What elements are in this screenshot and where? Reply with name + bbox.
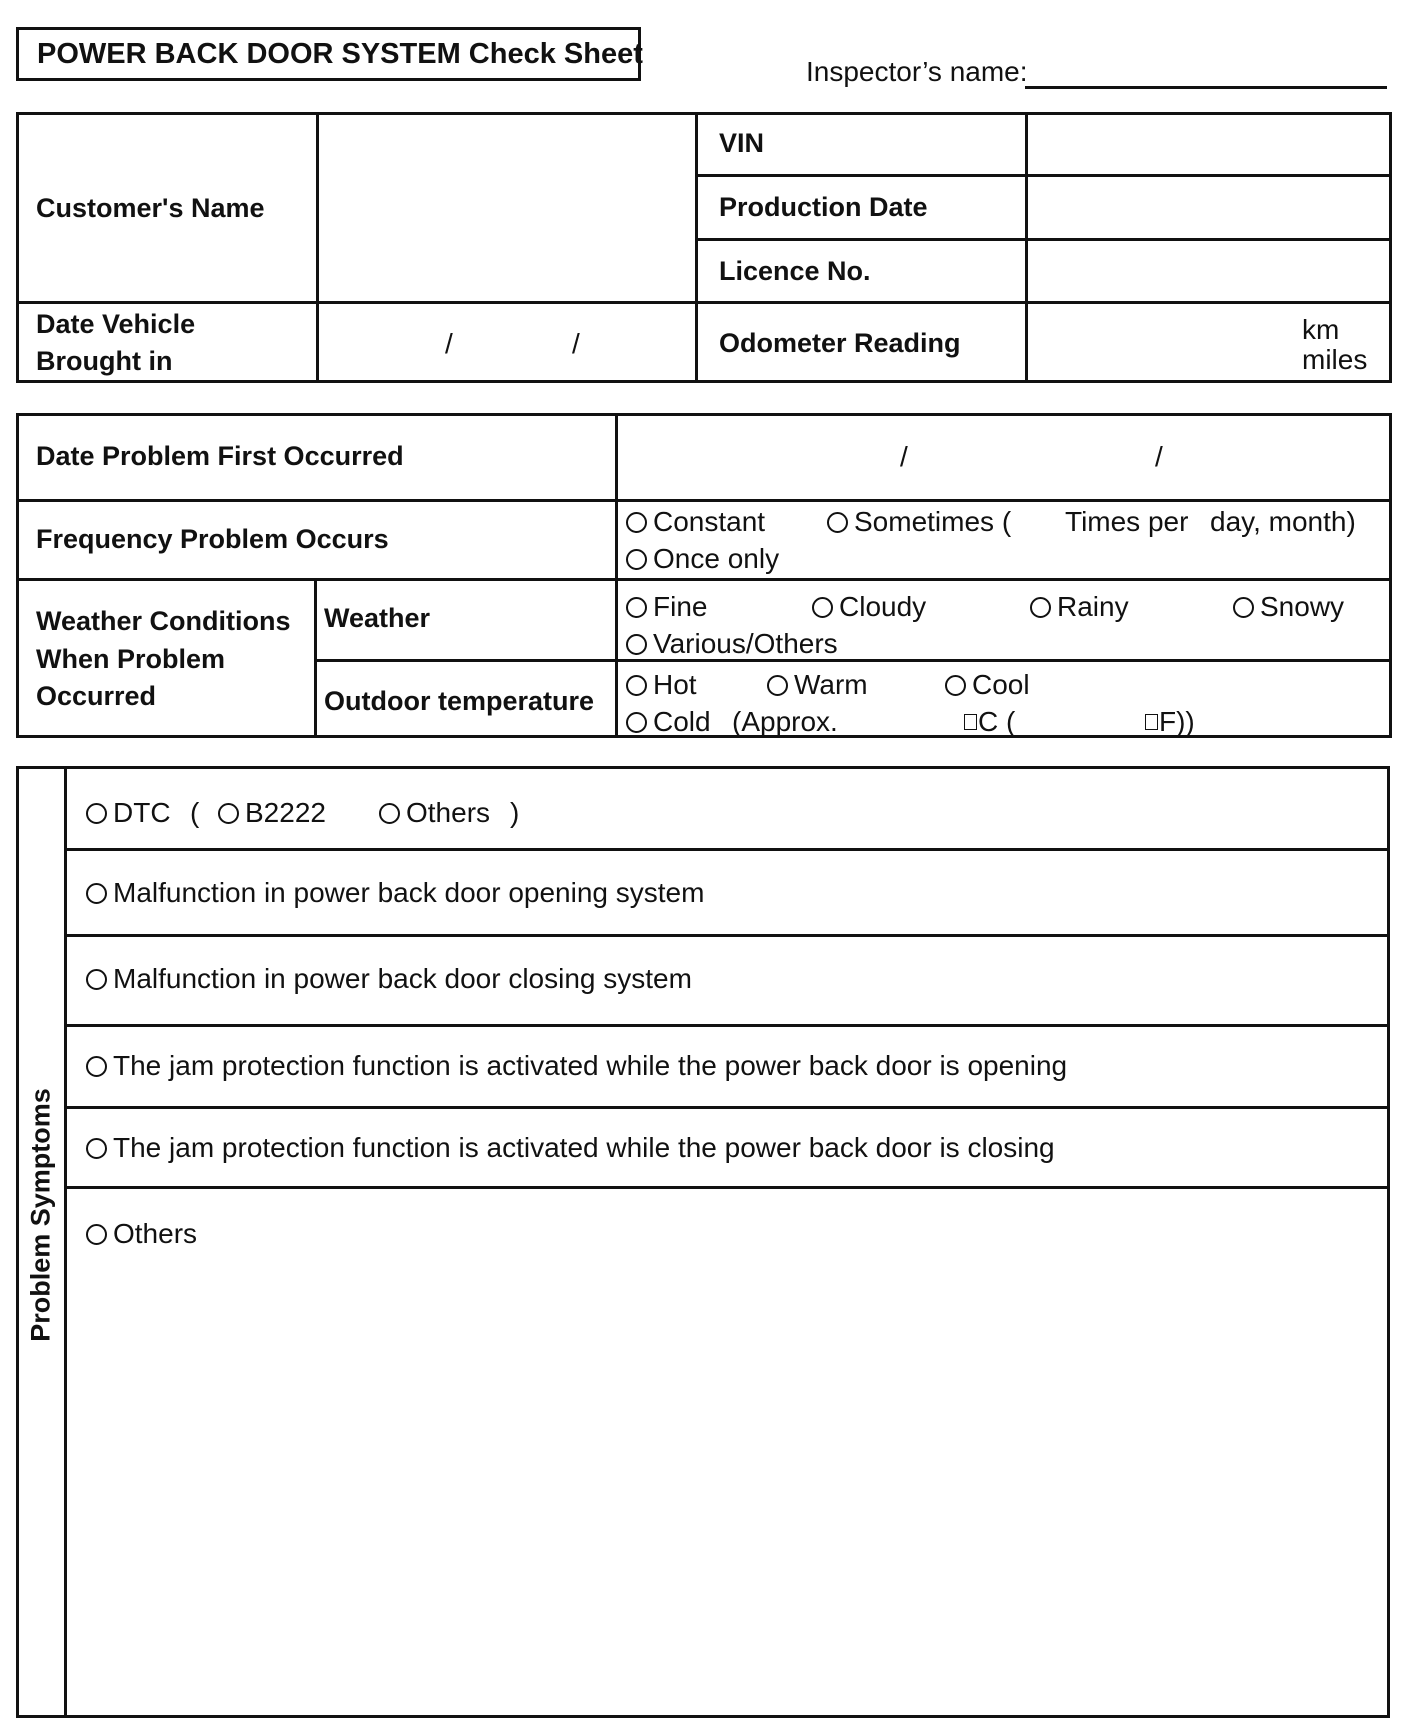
symptom-text: The jam protection function is activated while the power back door is opening: [113, 1050, 1068, 1081]
odometer-label: Odometer Reading: [719, 328, 961, 358]
weather-cloudy-option[interactable]: [812, 590, 926, 624]
divider: [16, 578, 1392, 581]
radio-icon: [626, 634, 647, 655]
date-brought-label-line2: Brought in: [36, 346, 173, 376]
freq-once-text: Once only: [653, 543, 780, 574]
divider: [314, 659, 1392, 662]
dtc-open-paren: (: [190, 797, 200, 828]
temp-celsius-field[interactable]: [964, 705, 1015, 739]
temp-hot-text: Hot: [653, 669, 697, 700]
divider: [695, 238, 1392, 241]
temp-fahrenheit-field[interactable]: [1145, 705, 1195, 739]
radio-icon: [626, 712, 647, 733]
weather-various-option[interactable]: [626, 627, 838, 661]
radio-icon: [626, 512, 647, 533]
freq-day-month: day, month): [1210, 506, 1356, 537]
odometer-field[interactable]: [1031, 307, 1291, 377]
radio-icon: [86, 1138, 107, 1159]
divider: [64, 1106, 1390, 1109]
divider: [314, 578, 317, 738]
weather-snowy-text: Snowy: [1260, 591, 1345, 622]
weather-conditions-label-1: Weather Conditions: [36, 606, 291, 636]
symptom-text: The jam protection function is activated while the power back door is closing: [113, 1132, 1055, 1163]
degree-box-icon: [1145, 714, 1158, 730]
radio-icon: [1233, 597, 1254, 618]
date-brought-field[interactable]: [322, 307, 690, 377]
dtc-b2222-text: B2222: [245, 797, 326, 828]
inspector-name-label: Inspector’s name:: [806, 56, 1028, 87]
freq-once-option[interactable]: [626, 542, 779, 576]
freq-constant-option[interactable]: [626, 505, 765, 539]
temp-cool-text: Cool: [972, 669, 1030, 700]
symptom-text: Malfunction in power back door closing system: [113, 963, 692, 994]
date-first-separator: /: [900, 441, 908, 472]
temp-celsius-text: C (: [978, 706, 1016, 737]
freq-constant-text: Constant: [653, 506, 766, 537]
radio-icon: [812, 597, 833, 618]
radio-icon: [218, 803, 239, 824]
radio-icon: [379, 803, 400, 824]
symptom-closing-malfunction-option[interactable]: [86, 962, 692, 996]
divider: [695, 112, 698, 383]
date-brought-label-line1: Date Vehicle: [36, 309, 196, 339]
radio-icon: [86, 1224, 107, 1245]
date-brought-separator: /: [572, 328, 580, 359]
odometer-unit-miles: miles: [1302, 344, 1368, 375]
radio-icon: [86, 803, 107, 824]
temp-cold-option[interactable]: [626, 705, 711, 739]
production-date-label: Production Date: [719, 192, 928, 222]
outdoor-temperature-label: Outdoor temperature: [324, 686, 595, 716]
degree-box-icon: [964, 714, 977, 730]
dtc-option[interactable]: [86, 796, 171, 830]
symptom-others-notes-area[interactable]: [70, 1262, 1384, 1712]
symptom-jam-opening-option[interactable]: [86, 1049, 1067, 1083]
dtc-close-paren: ): [510, 797, 520, 828]
temp-hot-option[interactable]: [626, 668, 697, 702]
freq-times-per: Times per: [1065, 506, 1189, 537]
vin-label: VIN: [719, 128, 765, 158]
divider: [16, 301, 1392, 304]
temp-warm-option[interactable]: [767, 668, 868, 702]
temp-warm-text: Warm: [794, 669, 868, 700]
date-first-occurred-field[interactable]: [621, 419, 1386, 495]
weather-fine-option[interactable]: [626, 590, 707, 624]
licence-field[interactable]: [1031, 244, 1386, 298]
customer-name-field[interactable]: [322, 118, 690, 296]
vin-field[interactable]: [1031, 118, 1386, 170]
date-first-occurred-label: Date Problem First Occurred: [36, 441, 404, 471]
weather-fine-text: Fine: [653, 591, 708, 622]
temp-fahrenheit-text: F)): [1159, 706, 1195, 737]
divider: [695, 174, 1392, 177]
freq-sometimes-text: Sometimes (: [854, 506, 1012, 537]
divider: [16, 499, 1392, 502]
divider: [64, 1024, 1390, 1027]
problem-symptoms-label: [18, 1080, 64, 1350]
weather-rainy-option[interactable]: [1030, 590, 1129, 624]
date-first-separator: /: [1155, 441, 1163, 472]
temp-cold-text: Cold: [653, 706, 711, 737]
weather-various-text: Various/Others: [653, 628, 838, 659]
symptom-text: Malfunction in power back door opening system: [113, 877, 705, 908]
licence-label: Licence No.: [719, 256, 871, 286]
radio-icon: [86, 1056, 107, 1077]
divider: [64, 848, 1390, 851]
date-brought-separator: /: [445, 328, 453, 359]
temp-approx-label: (Approx.: [732, 706, 838, 737]
radio-icon: [626, 675, 647, 696]
weather-conditions-label-3: Occurred: [36, 681, 157, 711]
radio-icon: [767, 675, 788, 696]
divider: [64, 1186, 1390, 1189]
symptom-jam-closing-option[interactable]: [86, 1131, 1055, 1165]
divider: [64, 934, 1390, 937]
radio-icon: [626, 549, 647, 570]
dtc-others-text: Others: [406, 797, 491, 828]
problem-symptoms-text: Problem Symptoms: [25, 1088, 56, 1342]
divider: [316, 112, 319, 383]
customer-name-label: Customer's Name: [36, 193, 265, 223]
temp-cool-option[interactable]: [945, 668, 1030, 702]
radio-icon: [827, 512, 848, 533]
symptom-text: Others: [113, 1218, 198, 1249]
radio-icon: [945, 675, 966, 696]
divider: [64, 766, 67, 1718]
radio-icon: [626, 597, 647, 618]
divider: [615, 413, 618, 738]
weather-rainy-text: Rainy: [1057, 591, 1129, 622]
weather-label: Weather: [324, 603, 431, 633]
divider: [1025, 112, 1028, 383]
dtc-b2222-option[interactable]: [218, 796, 326, 830]
inspector-name-field[interactable]: [1025, 86, 1387, 89]
freq-sometimes-option[interactable]: [827, 505, 1011, 539]
radio-icon: [86, 969, 107, 990]
production-date-field[interactable]: [1031, 180, 1386, 234]
weather-snowy-option[interactable]: [1233, 590, 1344, 624]
frequency-label: Frequency Problem Occurs: [36, 524, 389, 554]
dtc-text: DTC: [113, 797, 171, 828]
odometer-unit-km: km: [1302, 314, 1340, 345]
weather-conditions-label-2: When Problem: [36, 644, 226, 674]
sheet-title: POWER BACK DOOR SYSTEM Check Sheet: [16, 27, 641, 81]
symptom-others-option[interactable]: [86, 1217, 197, 1251]
dtc-others-option[interactable]: [379, 796, 490, 830]
weather-cloudy-text: Cloudy: [839, 591, 927, 622]
radio-icon: [86, 883, 107, 904]
radio-icon: [1030, 597, 1051, 618]
symptom-opening-malfunction-option[interactable]: [86, 876, 704, 910]
